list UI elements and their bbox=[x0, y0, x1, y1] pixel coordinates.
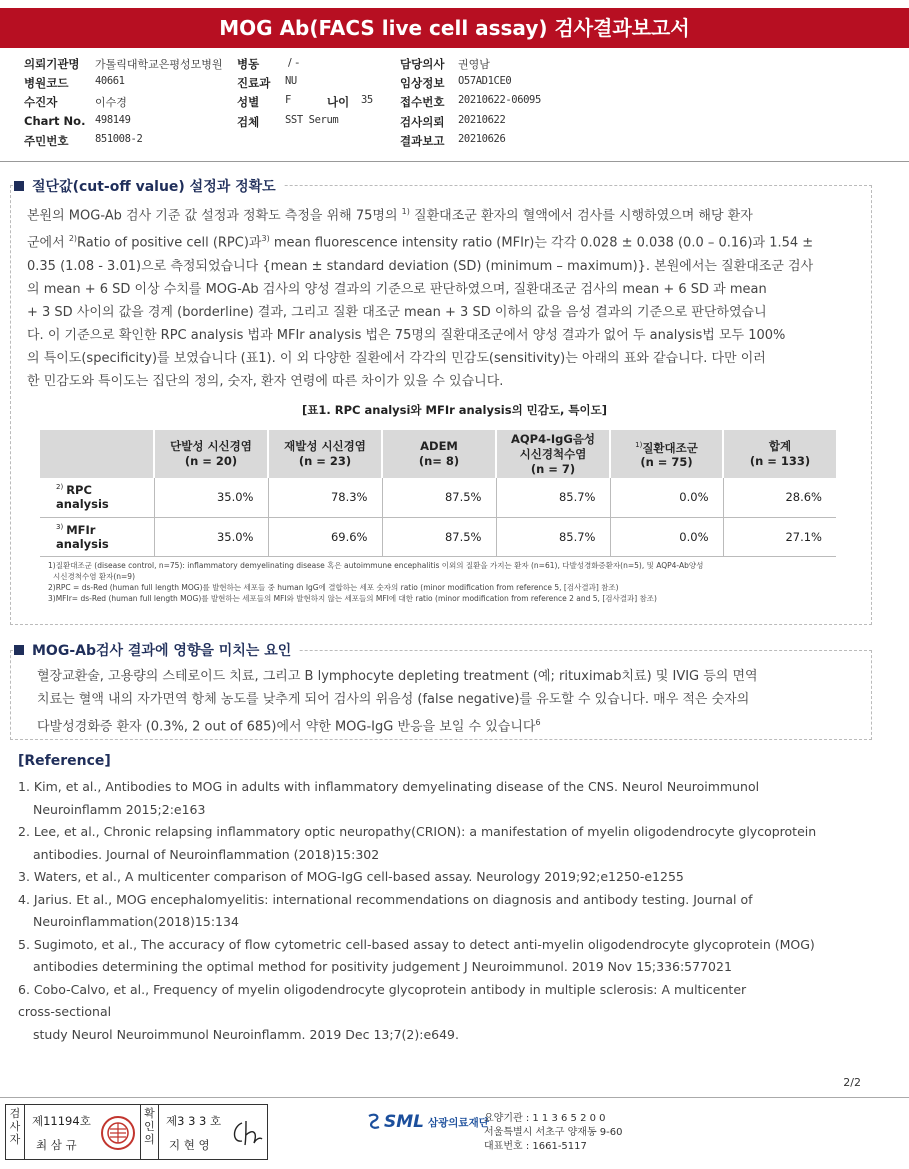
age-label: 나이 bbox=[327, 95, 350, 109]
section1-title-text: 절단값(cut-off value) 설정과 정확도 bbox=[32, 179, 276, 195]
info-divider bbox=[0, 161, 909, 162]
chart-label: Chart No. bbox=[24, 114, 86, 128]
lab-code: 요양기관 : 1 1 3 6 5 2 0 0 bbox=[484, 1113, 606, 1124]
sensitivity-table bbox=[40, 430, 836, 557]
reference-item: cross-sectional bbox=[18, 1004, 112, 1019]
reference-item: 1. Kim, et al., Antibodies to MOG in adults with inflammatory demyelinating disease of the CNS. Neurol Neuroimmunol bbox=[18, 779, 760, 794]
table-caption: [표1. RPC analysi와 MFIr analysis의 민감도, 특이도] bbox=[302, 403, 607, 417]
page-number: 2/2 bbox=[843, 1076, 861, 1089]
request-label: 검사의뢰 bbox=[400, 115, 445, 129]
table-cell: 0.0% bbox=[610, 478, 723, 517]
seal-icon bbox=[100, 1115, 136, 1151]
ward-value: / - bbox=[288, 56, 300, 69]
lab-phone: 대표번호 : 1661-5117 bbox=[484, 1141, 587, 1152]
header-cell: 합계 (n = 133) bbox=[723, 430, 836, 478]
section1-paragraph bbox=[27, 200, 857, 393]
table-cell: 28.6% bbox=[723, 478, 836, 517]
dept-value: NU bbox=[285, 75, 297, 87]
reference-item: 5. Sugimoto, et al., The accuracy of flow cytometric cell-based assay to detect anti-myelin oligodendrocyte glycoprotein (MOG) bbox=[18, 936, 815, 952]
header-cell: 재발성 시신경염 (n = 23) bbox=[268, 430, 382, 478]
receipt-label: 접수번호 bbox=[400, 95, 445, 109]
para-line: 다. 이 기준으로 확인한 RPC analysis 법과 MFIr analysis 법은 75명의 질환대조군에서 양성 결과가 없어 두 analysis법 모두 100% bbox=[27, 327, 786, 343]
table-cell: 0.0% bbox=[610, 517, 723, 556]
square-bullet-icon bbox=[14, 181, 24, 191]
age-value: 35 bbox=[361, 94, 373, 106]
para-line: + 3 SD 사이의 값을 경계 (borderline) 결과, 그리고 질환 대조군 mean + 3 SD 이하의 값을 음성 결과의 기준으로 판단하였습니 bbox=[27, 304, 767, 320]
lab-name: 삼광의료재단 bbox=[428, 1116, 489, 1129]
report-date-value: 20210626 bbox=[458, 133, 506, 145]
para-line: 0.35 (1.08 - 3.01)으로 측정되었습니다 {mean ± standard deviation (SD) (minimum – maximum)}. 본원에서는 질환대조군 검사 bbox=[27, 258, 814, 274]
reference-list bbox=[18, 776, 868, 1046]
examiner-name: 최 삼 규 bbox=[36, 1138, 77, 1152]
table-footnotes bbox=[48, 560, 868, 604]
table-cell: 69.6% bbox=[268, 517, 382, 556]
table-row bbox=[40, 517, 836, 556]
para-line: 한 민감도와 특이도는 집단의 정의, 숫자, 환자 연령에 따른 차이가 있을 수 있습니다. bbox=[27, 373, 504, 389]
square-bullet-icon bbox=[14, 645, 24, 655]
examiner-label: 검사자 bbox=[6, 1105, 25, 1159]
rrn-value: 851008-2 bbox=[95, 133, 143, 145]
para-line: 다발성경화증 환자 (0.3%, 2 out of 685)에서 약한 MOG-IgG 반응을 보일 수 있습니다$^6$ bbox=[37, 718, 541, 735]
reference-item: 2. Lee, et al., Chronic relapsing inflammatory optic neuropathy(CRION): a manifestation of myelin oligodendrocyte glycoprotein bbox=[18, 824, 817, 839]
para-line: 의 mean + 6 SD 이상 수치를 MOG-Ab 검사의 양성 결과의 기준으로 판단하였으며, 질환대조군 검사의 mean + 6 SD 과 mean bbox=[27, 281, 767, 297]
report-title: MOG Ab(FACS live cell assay) 검사결과보고서 bbox=[0, 8, 909, 48]
header-cell: 단발성 시신경염 (n = 20) bbox=[154, 430, 268, 478]
confirmer-label: 확인의 bbox=[140, 1105, 159, 1159]
doctor-value: 권영남 bbox=[458, 58, 490, 71]
table-header-row bbox=[40, 430, 836, 478]
section2-title-text: MOG-Ab검사 결과에 영향을 미치는 요인 bbox=[32, 643, 292, 659]
specimen-label: 검체 bbox=[237, 115, 260, 129]
reference-item: 4. Jarius. Et al., MOG encephalomyelitis: international recommendations on diagnosis and antibody testing. Journal of bbox=[18, 891, 753, 907]
table-cell: 35.0% bbox=[154, 517, 268, 556]
reference-item: antibodies determining the optimal method for positivity judgement J Neuroimmunol. 2019 Nov 15;336:577021 bbox=[33, 959, 732, 974]
footnote: 시신경척수염 환자(n=9) bbox=[53, 572, 136, 581]
institution-value: 가톨릭대학교은평성모병원 bbox=[95, 58, 223, 71]
header-cell: AQP4-IgG음성 시신경척수염 (n = 7) bbox=[496, 430, 610, 478]
table-row bbox=[40, 478, 836, 517]
lab-street: 서울특별시 서초구 양재동 9-60 bbox=[484, 1127, 623, 1138]
doctor-label: 담당의사 bbox=[400, 57, 445, 71]
header-empty bbox=[40, 430, 154, 478]
confirmer-number: 제3 3 3 호 bbox=[166, 1114, 222, 1128]
lab-logo-text: SML bbox=[384, 1112, 424, 1132]
header-cell: ADEM (n= 8) bbox=[382, 430, 496, 478]
receipt-value: 20210622-06095 bbox=[458, 94, 541, 106]
footer-divider bbox=[0, 1097, 909, 1098]
para-line: 혈장교환술, 고용량의 스테로이드 치료, 그리고 B lymphocyte depleting treatment (예; rituximab치료) 및 IVIG 등의 면역 bbox=[37, 669, 758, 684]
reference-item: 3. Waters, et al., A multicenter comparison of MOG-IgG cell-based assay. Neurology 2019;92;e1250-e1255 bbox=[18, 869, 684, 884]
footnote: 1)질환대조군 (disease control, n=75): inflammatory demyelinating disease 혹은 autoimmune encephalitis 이외의 질환을 가지는 환자 (n=61), 다발성경화증환자(n=5), 및 AQP4-Ab양성 bbox=[48, 561, 704, 570]
reference-item: 6. Cobo-Calvo, et al., Frequency of myelin oligodendrocyte glycoprotein antibody in multiple sclerosis: A multicenter bbox=[18, 981, 747, 997]
sml-logo-icon bbox=[366, 1112, 382, 1132]
recipient-value: 이수경 bbox=[95, 96, 127, 109]
section2-paragraph bbox=[37, 665, 857, 738]
table-cell: 35.0% bbox=[154, 478, 268, 517]
dept-label: 진료과 bbox=[237, 76, 271, 90]
sex-value: F bbox=[285, 94, 291, 106]
signature-box bbox=[5, 1104, 268, 1160]
institution-label: 의뢰기관명 bbox=[24, 57, 80, 71]
clinical-value: O57AD1CE0 bbox=[458, 75, 512, 87]
lab-logo bbox=[366, 1112, 489, 1132]
examiner-number: 제11194호 bbox=[32, 1114, 91, 1128]
para-line: 의 특이도(specificity)를 보였습니다 (표1). 이 외 다양한 질환에서 각각의 민감도(sensitivity)는 아래의 표와 같습니다. 다만 이러 bbox=[27, 350, 766, 366]
lab-address bbox=[484, 1112, 623, 1154]
table-cell: 85.7% bbox=[496, 517, 610, 556]
reference-title: [Reference] bbox=[18, 753, 111, 769]
report-date-label: 결과보고 bbox=[400, 134, 445, 148]
hospital-code-label: 병원코드 bbox=[24, 76, 69, 90]
reference-item: antibodies. Journal of Neuroinflammation (2018)15:302 bbox=[33, 846, 380, 862]
recipient-label: 수진자 bbox=[24, 95, 58, 109]
reference-item: study Neurol Neuroimmunol Neuroinflamm. 2019 Dec 13;7(2):e649. bbox=[33, 1026, 459, 1042]
para-line: 군에서 $^{2)}$Ratio of positive cell (RPC)과$^{3)}$ mean fluorescence intensity ratio (MFIr)는 각각 0.028 ± 0.038 (0.0 – 0.16)과 1.54 ± bbox=[27, 234, 814, 251]
ward-label: 병동 bbox=[237, 57, 260, 71]
header-cell: $^{1)}$질환대조군 (n = 75) bbox=[610, 430, 723, 478]
row-label: $^{3)}$ MFIr analysis bbox=[40, 517, 154, 556]
para-line: 본원의 MOG-Ab 검사 기준 값 설정과 정확도 측정을 위해 75명의 $^{1)}$ 질환대조군 환자의 혈액에서 검사를 시행하였으며 해당 환자 bbox=[27, 207, 753, 224]
table-cell: 85.7% bbox=[496, 478, 610, 517]
confirmer-name: 지 현 영 bbox=[169, 1138, 210, 1152]
signature-icon bbox=[228, 1117, 264, 1149]
chart-value: 498149 bbox=[95, 114, 131, 126]
reference-item: Neuroinflamm 2015;2:e163 bbox=[33, 801, 206, 817]
table-cell: 78.3% bbox=[268, 478, 382, 517]
para-line: 치료는 혈액 내의 자가면역 항체 농도를 낮추게 되어 검사의 위음성 (false negative)를 유도할 수 있습니다. 매우 적은 숫자의 bbox=[37, 692, 750, 707]
footnote: 3)MFIr= ds-Red (human full length MOG)를 발현하는 세포들의 MFI와 발현하지 않는 세포들의 MFI에 대한 ratio (minor modification from reference 2 and 5, [검사결과] 참조) bbox=[48, 594, 657, 603]
table-cell: 87.5% bbox=[382, 517, 496, 556]
row-label: $^{2)}$ RPC analysis bbox=[40, 478, 154, 517]
table-cell: 87.5% bbox=[382, 478, 496, 517]
request-value: 20210622 bbox=[458, 114, 506, 126]
hospital-code-value: 40661 bbox=[95, 75, 125, 87]
section2-title bbox=[14, 640, 299, 660]
table-cell: 27.1% bbox=[723, 517, 836, 556]
rrn-label: 주민번호 bbox=[24, 134, 69, 148]
footnote: 2)RPC = ds-Red (human full length MOG)를 발현하는 세포들 중 human IgG에 결합하는 세포 숫자의 ratio (minor modification from reference 5, [검사결과] 참조) bbox=[48, 583, 619, 592]
reference-item: Neuroinflammation(2018)15:134 bbox=[33, 914, 239, 929]
clinical-label: 임상정보 bbox=[400, 76, 445, 90]
section1-title bbox=[14, 176, 284, 196]
specimen-value: SST Serum bbox=[285, 114, 339, 126]
sex-label: 성별 bbox=[237, 95, 260, 109]
